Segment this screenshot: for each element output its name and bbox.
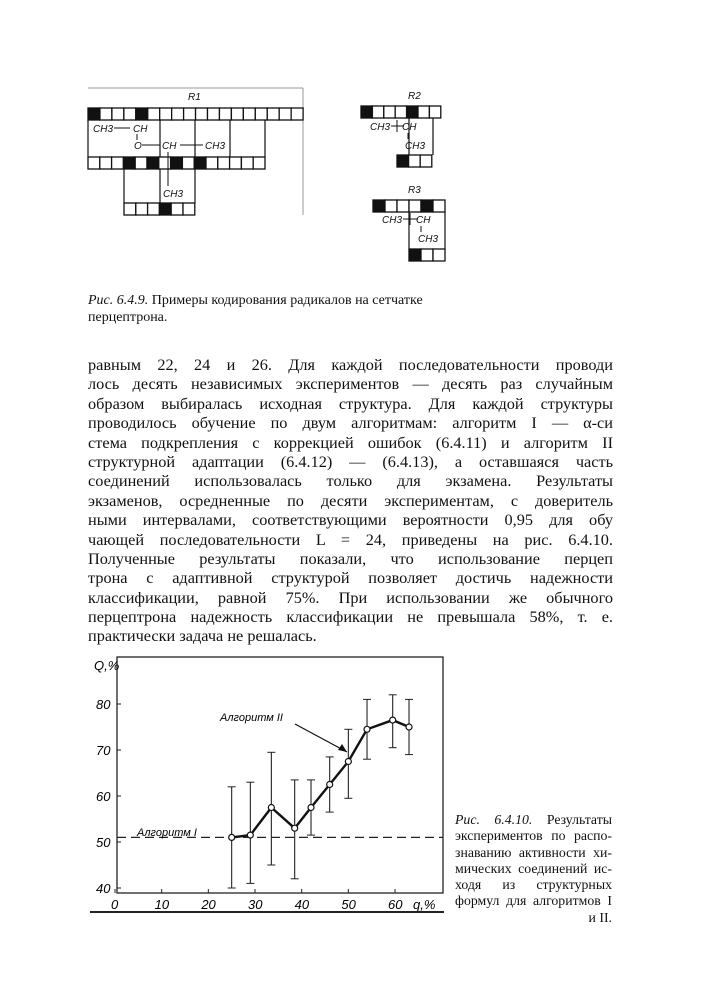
body-line: Полученные результаты показали, что использование перцеп [88,548,613,568]
data-point [406,724,412,730]
data-point [364,726,370,732]
y-tick-label: 40 [96,881,111,896]
y-tick-label: 70 [96,743,111,758]
chem-ch3: CH3 [418,234,439,245]
chem-ch: CH [402,122,417,133]
body-line: ными интервалами, соответствующими вероятности 0,95 для обу [88,510,613,530]
arrow-head [338,744,347,752]
r1-label: R1 [188,92,201,103]
data-point [268,805,274,811]
body-line: лось десять независимых экспериментов — десять раз случайным [88,374,613,394]
caption-line: ходя из структурных [455,877,612,893]
chem-ch3: CH3 [163,189,184,200]
x-tick-label: 50 [341,897,356,912]
y-tick-label: 80 [96,697,111,712]
caption-line: формул для алгоритмов I [455,893,612,909]
y-axis-label: Q,% [94,658,120,673]
body-line: равным 22, 24 и 26. Для каждой последовательности проводи [88,355,613,374]
body-line: структурной адаптации (6.4.12) — (6.4.13), а оставшаяся часть [88,451,613,471]
x-tick-label: 30 [248,897,263,912]
caption-line: экспериментов по распо- [455,828,612,844]
annotation-algorithm-2: Алгоритм II [220,712,283,724]
body-line: экзаменов, осредненные по десяти экспериментам, с доверитель [88,490,613,510]
body-line: чающей последовательности L = 24, приведены на рис. 6.4.10. [88,529,613,549]
data-point [247,832,253,838]
chem-ch3: CH3 [205,141,226,152]
body-line: классификации, равной 75%. При использовании же обычного [88,587,613,607]
plot-frame [117,657,443,893]
annotation-arrow [295,724,347,752]
caption-prefix: Рис. 6.4.10. [455,812,533,827]
caption-line: Результаты [546,812,612,827]
body-line: практически задача не решалась. [88,626,317,646]
chem-ch: CH [416,215,431,226]
caption-line: перцептрона. [88,310,168,325]
x-axis-label: q,% [413,897,436,912]
body-line: трона с адаптивной структурой позволяет достичь надежности [88,568,613,588]
chem-o: O [134,141,142,152]
x-tick-label: 60 [388,897,403,912]
figure-caption-6-4-10 [455,812,612,926]
caption-prefix: Рис. 6.4.9. [88,293,149,308]
caption-line: знаванию активности хи- [455,844,612,860]
r3-label: R3 [408,185,421,196]
x-tick-label: 10 [154,897,170,912]
data-point [327,782,333,788]
data-point [308,805,314,811]
chem-ch3: CH3 [382,215,403,226]
x-tick-label: 0 [111,897,119,912]
chem-ch3: CH3 [405,141,426,152]
x-tick-label: 40 [294,897,310,912]
data-point [292,825,298,831]
data-point [390,717,396,723]
body-line: проводилось обучение по двум алгоритмам: алгоритм I — α-си [88,413,613,433]
x-tick-label: 20 [201,897,216,912]
caption-line: мических соединений ис- [455,860,612,876]
chem-ch3: CH3 [370,122,391,133]
body-line: соединений использовалась только для экзамена. Результаты [88,471,613,491]
y-tick-label: 50 [96,835,111,850]
caption-line: Примеры кодирования радикалов на сетчатке [151,293,423,308]
data-point [229,834,235,840]
chem-ch: CH [133,124,148,135]
caption-line: и II. [588,909,612,925]
body-line: перцептрона надежность классификации не превышала 58%, т. е. [88,607,613,627]
annotation-algorithm-1: Алгоритм I [137,827,197,839]
chem-ch3: CH3 [93,124,114,135]
body-line: образом выбиралась исходная структура. Для каждой структуры [88,393,613,413]
data-point [345,759,351,765]
y-tick-label: 60 [96,789,111,804]
body-line: стема подкрепления с коррекцией ошибок (6.4.11) и алгоритм II [88,432,613,452]
r2-label: R2 [408,91,421,102]
chem-ch: CH [162,141,177,152]
